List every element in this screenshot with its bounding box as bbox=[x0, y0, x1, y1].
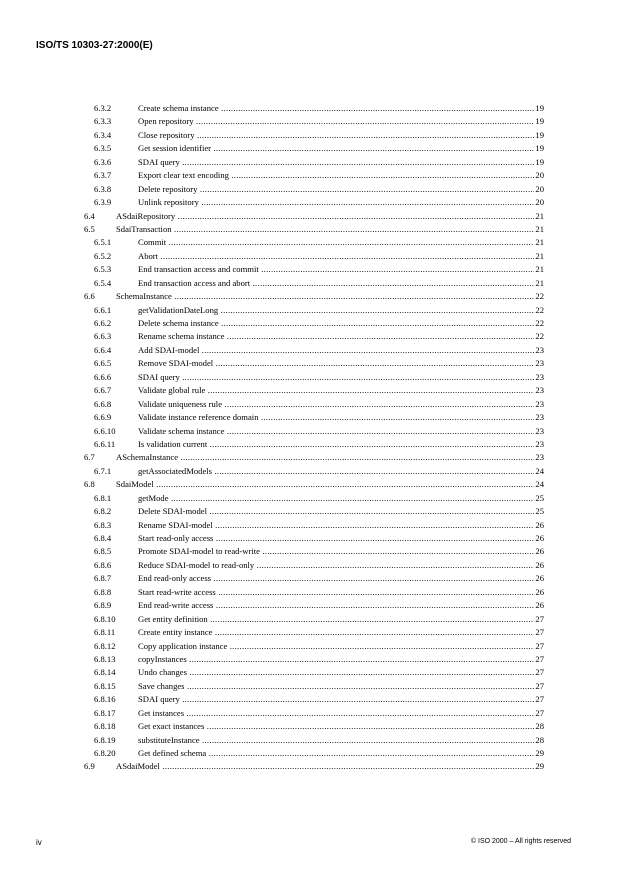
toc-entry-number: 6.5 bbox=[84, 223, 95, 236]
toc-entry bbox=[84, 545, 544, 558]
toc-entry-page: 22 bbox=[534, 304, 544, 317]
toc-entry-number: 6.5.3 bbox=[94, 263, 111, 276]
toc-entry-title: Remove SDAI-model ..... bbox=[138, 357, 544, 370]
toc-entry-number: 6.7 bbox=[84, 451, 95, 464]
toc-entry-number: 6.8 bbox=[84, 478, 95, 491]
toc-entry-number: 6.8.12 bbox=[94, 640, 115, 653]
toc-entry-title: Start read-write access ..... bbox=[138, 586, 544, 599]
toc-entry bbox=[84, 263, 544, 276]
toc-entry-number: 6.8.5 bbox=[94, 545, 111, 558]
toc-entry-page: 23 bbox=[534, 451, 544, 464]
toc-entry-number: 6.7.1 bbox=[94, 465, 111, 478]
toc-entry bbox=[84, 330, 544, 343]
toc-entry-page: 23 bbox=[534, 384, 544, 397]
toc-entry-title: Get exact instances ..... bbox=[138, 720, 544, 733]
toc-entry-title: SdaiTransaction ..... bbox=[116, 223, 544, 236]
toc-entry-title: getValidationDateLong ..... bbox=[138, 304, 544, 317]
toc-entry-title: getMode ..... bbox=[138, 492, 544, 505]
toc-entry bbox=[84, 183, 544, 196]
toc-entry-title: Export clear text encoding ..... bbox=[138, 169, 544, 182]
toc-entry-title: Open repository ..... bbox=[138, 115, 544, 128]
toc-entry-number: 6.6 bbox=[84, 290, 95, 303]
toc-entry-number: 6.6.10 bbox=[94, 425, 115, 438]
toc-entry bbox=[84, 478, 544, 491]
toc-entry-number: 6.9 bbox=[84, 760, 95, 773]
toc-entry bbox=[84, 572, 544, 585]
toc-entry-number: 6.8.14 bbox=[94, 666, 115, 679]
toc-entry-title: Get session identifier ..... bbox=[138, 142, 544, 155]
toc-entry bbox=[84, 129, 544, 142]
toc-entry-title: Validate instance reference domain ..... bbox=[138, 411, 544, 424]
toc-entry-title: substituteInstance ..... bbox=[138, 734, 544, 747]
toc-entry-number: 6.3.9 bbox=[94, 196, 111, 209]
toc-entry-number: 6.6.1 bbox=[94, 304, 111, 317]
toc-entry-number: 6.5.4 bbox=[94, 277, 111, 290]
toc-entry bbox=[84, 102, 544, 115]
toc-entry-page: 27 bbox=[534, 707, 544, 720]
toc-entry bbox=[84, 492, 544, 505]
toc-entry-title: Get instances ..... bbox=[138, 707, 544, 720]
toc-entry-title: Rename schema instance ..... bbox=[138, 330, 544, 343]
toc-entry-number: 6.6.5 bbox=[94, 357, 111, 370]
toc-entry-number: 6.8.13 bbox=[94, 653, 115, 666]
toc-entry bbox=[84, 371, 544, 384]
toc-entry-page: 22 bbox=[534, 290, 544, 303]
toc-entry-page: 19 bbox=[534, 142, 544, 155]
toc-entry-number: 6.8.7 bbox=[94, 572, 111, 585]
toc-entry-number: 6.3.6 bbox=[94, 156, 111, 169]
toc-entry-number: 6.3.7 bbox=[94, 169, 111, 182]
toc-entry-title: Validate schema instance ..... bbox=[138, 425, 544, 438]
toc-entry-page: 23 bbox=[534, 438, 544, 451]
toc-entry-page: 21 bbox=[534, 250, 544, 263]
toc-entry-title: SdaiModel ..... bbox=[116, 478, 544, 491]
toc-entry-title: Create schema instance ..... bbox=[138, 102, 544, 115]
toc-entry bbox=[84, 411, 544, 424]
toc-entry-page: 26 bbox=[534, 586, 544, 599]
toc-entry bbox=[84, 398, 544, 411]
toc-entry-title: End transaction access and abort ..... bbox=[138, 277, 544, 290]
toc-entry-page: 25 bbox=[534, 492, 544, 505]
toc-entry bbox=[84, 707, 544, 720]
toc-entry-title: Get entity definition ..... bbox=[138, 613, 544, 626]
toc-entry-page: 27 bbox=[534, 666, 544, 679]
toc-entry bbox=[84, 586, 544, 599]
toc-entry bbox=[84, 438, 544, 451]
toc-entry-title: SDAI query ..... bbox=[138, 371, 544, 384]
toc-entry-title: copyInstances ..... bbox=[138, 653, 544, 666]
toc-entry-number: 6.6.2 bbox=[94, 317, 111, 330]
toc-entry bbox=[84, 626, 544, 639]
toc-entry-page: 24 bbox=[534, 465, 544, 478]
toc-entry bbox=[84, 156, 544, 169]
toc-entry-number: 6.8.17 bbox=[94, 707, 115, 720]
toc-entry bbox=[84, 317, 544, 330]
toc-entry-title: End transaction access and commit ..... bbox=[138, 263, 544, 276]
toc-entry-page: 21 bbox=[534, 263, 544, 276]
toc-entry-title: Rename SDAI-model ..... bbox=[138, 519, 544, 532]
toc-entry-page: 23 bbox=[534, 425, 544, 438]
toc-entry-page: 19 bbox=[534, 115, 544, 128]
toc-entry-title: Validate uniqueness rule ..... bbox=[138, 398, 544, 411]
toc-entry-number: 6.8.1 bbox=[94, 492, 111, 505]
toc-entry bbox=[84, 640, 544, 653]
toc-entry-page: 26 bbox=[534, 545, 544, 558]
toc-entry bbox=[84, 653, 544, 666]
toc-entry bbox=[84, 210, 544, 223]
toc-entry-page: 29 bbox=[534, 760, 544, 773]
table-of-contents bbox=[84, 102, 544, 774]
toc-entry-title: Abort ..... bbox=[138, 250, 544, 263]
toc-entry-number: 6.3.5 bbox=[94, 142, 111, 155]
toc-entry-title: Unlink repository ..... bbox=[138, 196, 544, 209]
toc-entry bbox=[84, 277, 544, 290]
toc-entry-page: 23 bbox=[534, 398, 544, 411]
toc-entry-number: 6.8.2 bbox=[94, 505, 111, 518]
toc-entry-number: 6.6.6 bbox=[94, 371, 111, 384]
toc-entry-number: 6.6.7 bbox=[94, 384, 111, 397]
toc-entry bbox=[84, 169, 544, 182]
toc-entry-title: Save changes ..... bbox=[138, 680, 544, 693]
toc-entry bbox=[84, 250, 544, 263]
toc-entry bbox=[84, 760, 544, 773]
toc-entry-number: 6.8.16 bbox=[94, 693, 115, 706]
toc-entry-title: SDAI query ..... bbox=[138, 693, 544, 706]
toc-entry bbox=[84, 223, 544, 236]
toc-entry-title: End read-only access ..... bbox=[138, 572, 544, 585]
toc-entry-number: 6.3.2 bbox=[94, 102, 111, 115]
toc-entry-title: Copy application instance ..... bbox=[138, 640, 544, 653]
toc-entry-number: 6.5.2 bbox=[94, 250, 111, 263]
toc-entry-title: SchemaInstance ..... bbox=[116, 290, 544, 303]
toc-entry bbox=[84, 747, 544, 760]
toc-entry-number: 6.4 bbox=[84, 210, 95, 223]
toc-entry-page: 22 bbox=[534, 330, 544, 343]
toc-entry-title: Create entity instance ..... bbox=[138, 626, 544, 639]
toc-entry-page: 28 bbox=[534, 734, 544, 747]
toc-entry-title: Undo changes ..... bbox=[138, 666, 544, 679]
toc-entry-page: 19 bbox=[534, 129, 544, 142]
toc-entry-number: 6.8.18 bbox=[94, 720, 115, 733]
toc-entry-title: Start read-only access ..... bbox=[138, 532, 544, 545]
toc-entry-number: 6.3.4 bbox=[94, 129, 111, 142]
page-number: iv bbox=[36, 838, 42, 847]
toc-entry-title: getAssociatedModels ..... bbox=[138, 465, 544, 478]
toc-entry-title: Validate global rule ..... bbox=[138, 384, 544, 397]
toc-entry-page: 19 bbox=[534, 156, 544, 169]
toc-entry bbox=[84, 304, 544, 317]
toc-entry-page: 20 bbox=[534, 196, 544, 209]
toc-entry-title: Delete repository ..... bbox=[138, 183, 544, 196]
toc-entry-page: 26 bbox=[534, 599, 544, 612]
toc-entry-title: Close repository ..... bbox=[138, 129, 544, 142]
toc-entry-page: 23 bbox=[534, 411, 544, 424]
toc-entry bbox=[84, 344, 544, 357]
toc-entry bbox=[84, 666, 544, 679]
toc-entry-page: 21 bbox=[534, 223, 544, 236]
toc-entry-page: 20 bbox=[534, 169, 544, 182]
toc-entry-number: 6.6.8 bbox=[94, 398, 111, 411]
toc-entry bbox=[84, 559, 544, 572]
toc-entry-number: 6.6.3 bbox=[94, 330, 111, 343]
toc-entry-page: 21 bbox=[534, 277, 544, 290]
toc-entry-title: ASchemaInstance ..... bbox=[116, 451, 544, 464]
toc-entry bbox=[84, 236, 544, 249]
toc-entry-title: End read-write access ..... bbox=[138, 599, 544, 612]
copyright-notice: © ISO 2000 – All rights reserved bbox=[470, 838, 571, 845]
toc-entry-number: 6.8.19 bbox=[94, 734, 115, 747]
toc-entry bbox=[84, 613, 544, 626]
toc-entry-page: 26 bbox=[534, 532, 544, 545]
toc-entry-page: 26 bbox=[534, 519, 544, 532]
toc-entry-title: Get defined schema ..... bbox=[138, 747, 544, 760]
toc-entry bbox=[84, 720, 544, 733]
toc-entry-title: ASdaiRepository ..... bbox=[116, 210, 544, 223]
toc-entry bbox=[84, 693, 544, 706]
toc-entry-number: 6.6.9 bbox=[94, 411, 111, 424]
toc-entry-page: 20 bbox=[534, 183, 544, 196]
toc-entry-page: 24 bbox=[534, 478, 544, 491]
toc-entry-page: 21 bbox=[534, 210, 544, 223]
toc-entry-title: Promote SDAI-model to read-write ..... bbox=[138, 545, 544, 558]
toc-entry bbox=[84, 196, 544, 209]
toc-entry-page: 23 bbox=[534, 371, 544, 384]
toc-entry-page: 27 bbox=[534, 653, 544, 666]
toc-entry-page: 27 bbox=[534, 613, 544, 626]
toc-entry bbox=[84, 599, 544, 612]
toc-entry-title: Is validation current ..... bbox=[138, 438, 544, 451]
toc-entry-page: 19 bbox=[534, 102, 544, 115]
toc-entry-number: 6.8.3 bbox=[94, 519, 111, 532]
toc-entry-title: Delete schema instance ..... bbox=[138, 317, 544, 330]
toc-entry-page: 26 bbox=[534, 572, 544, 585]
toc-entry-title: Commit ..... bbox=[138, 236, 544, 249]
toc-entry-number: 6.8.6 bbox=[94, 559, 111, 572]
toc-entry-page: 27 bbox=[534, 640, 544, 653]
toc-entry bbox=[84, 519, 544, 532]
toc-entry-number: 6.6.4 bbox=[94, 344, 111, 357]
toc-entry bbox=[84, 451, 544, 464]
toc-entry-page: 27 bbox=[534, 693, 544, 706]
toc-entry-number: 6.8.20 bbox=[94, 747, 115, 760]
toc-entry-number: 6.5.1 bbox=[94, 236, 111, 249]
document-header-id: ISO/TS 10303-27:2000(E) bbox=[36, 40, 153, 51]
toc-entry-page: 26 bbox=[534, 559, 544, 572]
toc-entry-page: 23 bbox=[534, 344, 544, 357]
toc-entry-page: 21 bbox=[534, 236, 544, 249]
toc-entry bbox=[84, 734, 544, 747]
toc-entry-number: 6.3.3 bbox=[94, 115, 111, 128]
toc-entry bbox=[84, 532, 544, 545]
toc-entry bbox=[84, 425, 544, 438]
toc-entry-number: 6.8.10 bbox=[94, 613, 115, 626]
toc-entry-page: 22 bbox=[534, 317, 544, 330]
toc-entry-title: Delete SDAI-model ..... bbox=[138, 505, 544, 518]
toc-entry-page: 25 bbox=[534, 505, 544, 518]
toc-entry-page: 23 bbox=[534, 357, 544, 370]
toc-entry-page: 28 bbox=[534, 720, 544, 733]
toc-entry-number: 6.8.9 bbox=[94, 599, 111, 612]
toc-entry-title: SDAI query ..... bbox=[138, 156, 544, 169]
toc-entry-number: 6.3.8 bbox=[94, 183, 111, 196]
toc-entry-number: 6.8.4 bbox=[94, 532, 111, 545]
toc-entry bbox=[84, 384, 544, 397]
toc-entry bbox=[84, 142, 544, 155]
toc-entry-page: 27 bbox=[534, 680, 544, 693]
toc-entry bbox=[84, 680, 544, 693]
toc-entry-number: 6.8.8 bbox=[94, 586, 111, 599]
toc-entry-number: 6.6.11 bbox=[94, 438, 115, 451]
toc-entry-number: 6.8.11 bbox=[94, 626, 115, 639]
toc-entry bbox=[84, 505, 544, 518]
toc-entry bbox=[84, 290, 544, 303]
toc-entry bbox=[84, 357, 544, 370]
toc-entry-title: ASdaiModel ..... bbox=[116, 760, 544, 773]
toc-entry-title: Add SDAI-model ..... bbox=[138, 344, 544, 357]
toc-entry-page: 27 bbox=[534, 626, 544, 639]
toc-entry bbox=[84, 115, 544, 128]
toc-entry-number: 6.8.15 bbox=[94, 680, 115, 693]
toc-entry-title: Reduce SDAI-model to read-only ..... bbox=[138, 559, 544, 572]
toc-entry-page: 29 bbox=[534, 747, 544, 760]
toc-entry bbox=[84, 465, 544, 478]
